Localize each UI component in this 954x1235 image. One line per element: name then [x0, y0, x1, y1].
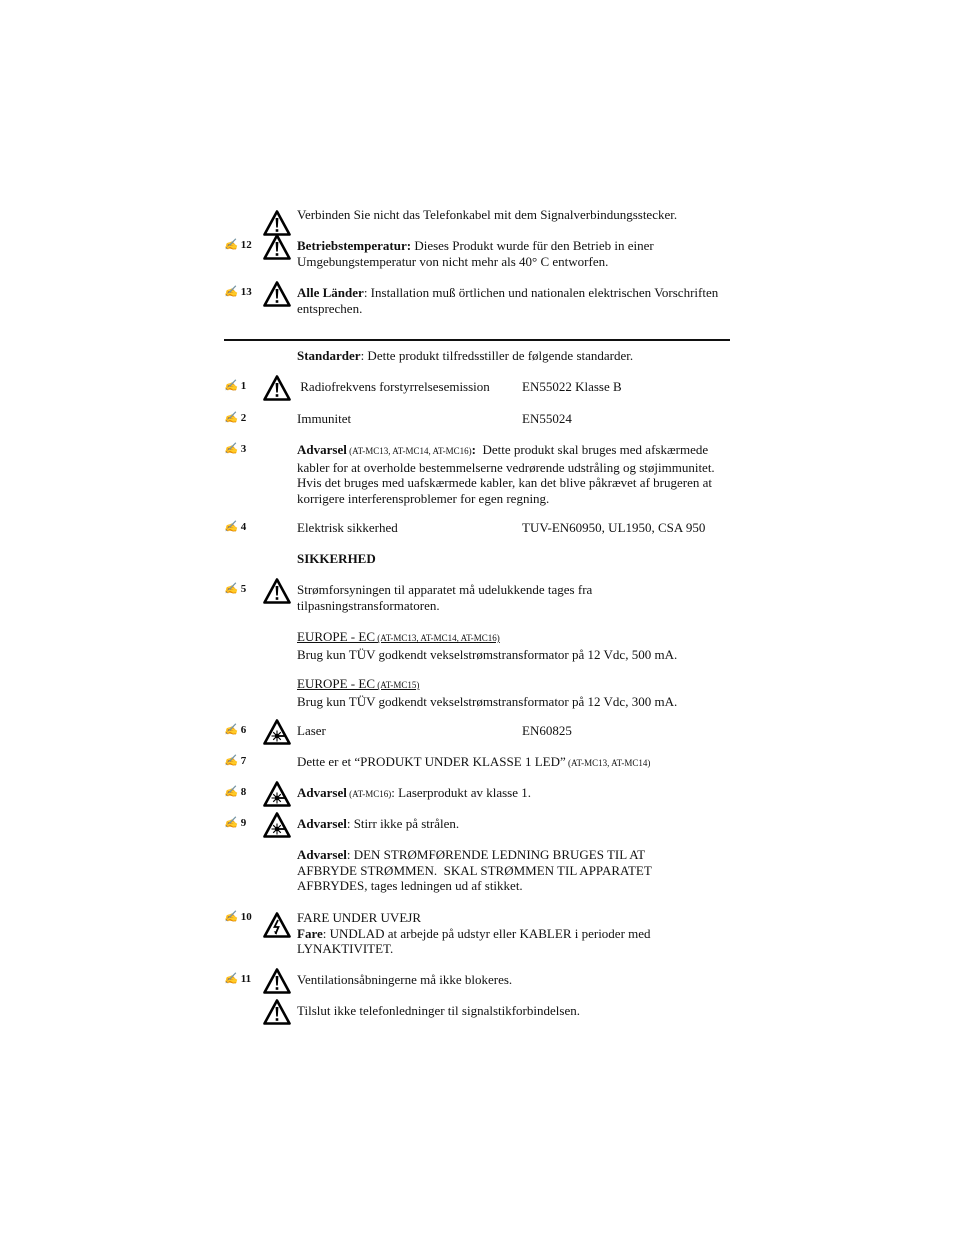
pen-icon: ✍	[224, 786, 238, 798]
standard-name: Radiofrekvens forstyrrelsesemission	[297, 379, 490, 394]
item-body: : Dette produkt tilfredsstiller de følgende standarder.	[360, 348, 634, 363]
ec-text: Brug kun TÜV godkendt vekselstrømstransformator på 12 Vdc, 500 mA.	[297, 646, 678, 662]
item-number: 13	[240, 286, 252, 298]
item-number: 10	[240, 911, 252, 923]
pen-icon: ✍	[224, 724, 238, 736]
reference-marker	[224, 910, 252, 923]
item-text	[297, 348, 729, 364]
standard-name: Immunitet	[297, 411, 352, 426]
item-text	[297, 910, 729, 957]
warning-icon	[263, 968, 291, 994]
warning-icon	[263, 999, 291, 1025]
item-body: : Stirr ikke på strålen.	[346, 816, 460, 831]
model-list: (AT-MC13, AT-MC14, AT-MC16)	[375, 633, 500, 643]
pen-icon: ✍	[224, 817, 238, 829]
reference-marker	[224, 754, 246, 767]
reference-marker	[224, 442, 246, 455]
warning-icon	[263, 210, 291, 236]
ec-heading	[297, 676, 729, 694]
reference-marker	[224, 379, 246, 392]
item-number: 3	[240, 443, 247, 455]
ec-label: EUROPE - EC	[297, 676, 375, 691]
item-body: : Installation muß örtlichen und nationalen elektrischen Vorschriften entsprechen.	[297, 285, 719, 316]
reference-marker	[224, 972, 251, 985]
item-label: Standarder	[297, 348, 361, 363]
laser-warning-icon	[263, 812, 291, 838]
item-number: 12	[240, 239, 252, 251]
item-text: Ventilationsåbningerne må ikke blokeres.	[297, 972, 513, 987]
item-body: Dieses Produkt wurde für den Betrieb in einer Umgebungstemperatur von nicht mehr als 40° C entworfen.	[297, 238, 654, 269]
item-label: Advarsel	[297, 785, 347, 800]
item-number: 11	[240, 973, 252, 985]
item-number: 7	[240, 755, 247, 767]
standard-value: EN60825	[522, 723, 572, 738]
ec-heading	[297, 629, 729, 647]
reference-marker	[224, 723, 246, 736]
reference-marker	[224, 520, 246, 533]
standard-value: TUV-EN60950, UL1950, CSA 950	[522, 520, 706, 535]
pen-icon: ✍	[224, 239, 238, 251]
notice-text: Verbinden Sie nicht das Telefonkabel mit dem Signalverbindungsstecker.	[297, 207, 678, 222]
item-label: Advarsel	[297, 816, 347, 831]
item-body: : Laserprodukt av klasse 1.	[391, 785, 531, 800]
notice-text: Tilslut ikke telefonledninger til signalstikforbindelsen.	[297, 1003, 580, 1018]
item-label: Fare	[297, 925, 323, 941]
item-body: Dette produkt skal bruges med afskærmede kabler for at overholde bestemmelserne vedrørende udstråling og støjimmunitet. Hvis det bruges med uafskærmede kabler, kan det blive påkrævet af brugeren at korrigere interferensproblemer for egen regning.	[297, 442, 718, 506]
item-label: Advarsel	[297, 442, 347, 457]
warning-icon	[263, 281, 291, 307]
standard-value: EN55022 Klasse B	[522, 379, 622, 394]
warning-icon	[263, 234, 291, 260]
item-body: Dette er et “PRODUKT UNDER KLASSE 1 LED”	[297, 754, 566, 769]
warning-icon	[263, 375, 291, 401]
reference-marker	[224, 238, 252, 251]
item-text	[297, 785, 729, 803]
item-text	[297, 847, 697, 894]
pen-icon: ✍	[224, 973, 238, 985]
model-list: (AT-MC13, AT-MC14, AT-MC16)	[346, 446, 472, 456]
ec-text: Brug kun TÜV godkendt vekselstrømstransformator på 12 Vdc, 300 mA.	[297, 693, 678, 709]
item-number: 6	[240, 724, 247, 736]
item-colon: :	[471, 442, 476, 457]
safety-heading: SIKKERHED	[297, 551, 376, 566]
item-label: Alle Länder	[297, 285, 364, 300]
item-text: Strømforsyningen til apparatet må udelukkende tages fra tilpasningstransformatoren.	[297, 582, 593, 613]
standard-name: Elektrisk sikkerhed	[297, 520, 398, 535]
item-number: 8	[240, 786, 247, 798]
item-number: 5	[240, 583, 247, 595]
item-label: Advarsel	[297, 847, 347, 862]
section-divider	[224, 339, 730, 341]
lightning-warning-icon	[263, 912, 291, 938]
reference-marker	[224, 785, 246, 798]
item-text	[297, 442, 729, 506]
pen-icon: ✍	[224, 755, 238, 767]
reference-marker	[224, 582, 246, 595]
item-text	[297, 238, 729, 269]
item-number: 9	[240, 817, 247, 829]
pen-icon: ✍	[224, 911, 238, 923]
model-list: (AT-MC13, AT-MC14)	[565, 758, 651, 768]
pen-icon: ✍	[224, 443, 238, 455]
pen-icon: ✍	[224, 583, 238, 595]
standard-value: EN55024	[522, 411, 572, 426]
ec-label: EUROPE - EC	[297, 629, 375, 644]
model-list: (AT-MC16)	[346, 789, 392, 799]
standard-name: Laser	[297, 723, 326, 738]
item-body: : UNDLAD at arbejde på udstyr eller KABLER i perioder med LYNAKTIVITET.	[297, 925, 651, 956]
item-number: 2	[240, 412, 247, 424]
item-label: Betriebstemperatur:	[297, 238, 412, 253]
model-list: (AT-MC15)	[375, 680, 420, 690]
warning-icon	[263, 578, 291, 604]
reference-marker	[224, 411, 246, 424]
item-text	[297, 285, 729, 316]
pen-icon: ✍	[224, 521, 238, 533]
item-number: 1	[240, 380, 247, 392]
item-text	[297, 816, 729, 832]
item-heading: FARE UNDER UVEJR	[297, 910, 421, 925]
pen-icon: ✍	[224, 380, 238, 392]
laser-warning-icon	[263, 781, 291, 807]
pen-icon: ✍	[224, 286, 238, 298]
reference-marker	[224, 816, 246, 829]
laser-warning-icon	[263, 719, 291, 745]
pen-icon: ✍	[224, 412, 238, 424]
item-number: 4	[240, 521, 247, 533]
item-body: : DEN STRØMFØRENDE LEDNING BRUGES TIL AT AFBRYDE STRØMMEN. SKAL STRØMMEN TIL APPARATET AFBRYDES, tages ledningen ud af stikket.	[297, 847, 655, 893]
reference-marker	[224, 285, 252, 298]
item-text	[297, 754, 729, 772]
